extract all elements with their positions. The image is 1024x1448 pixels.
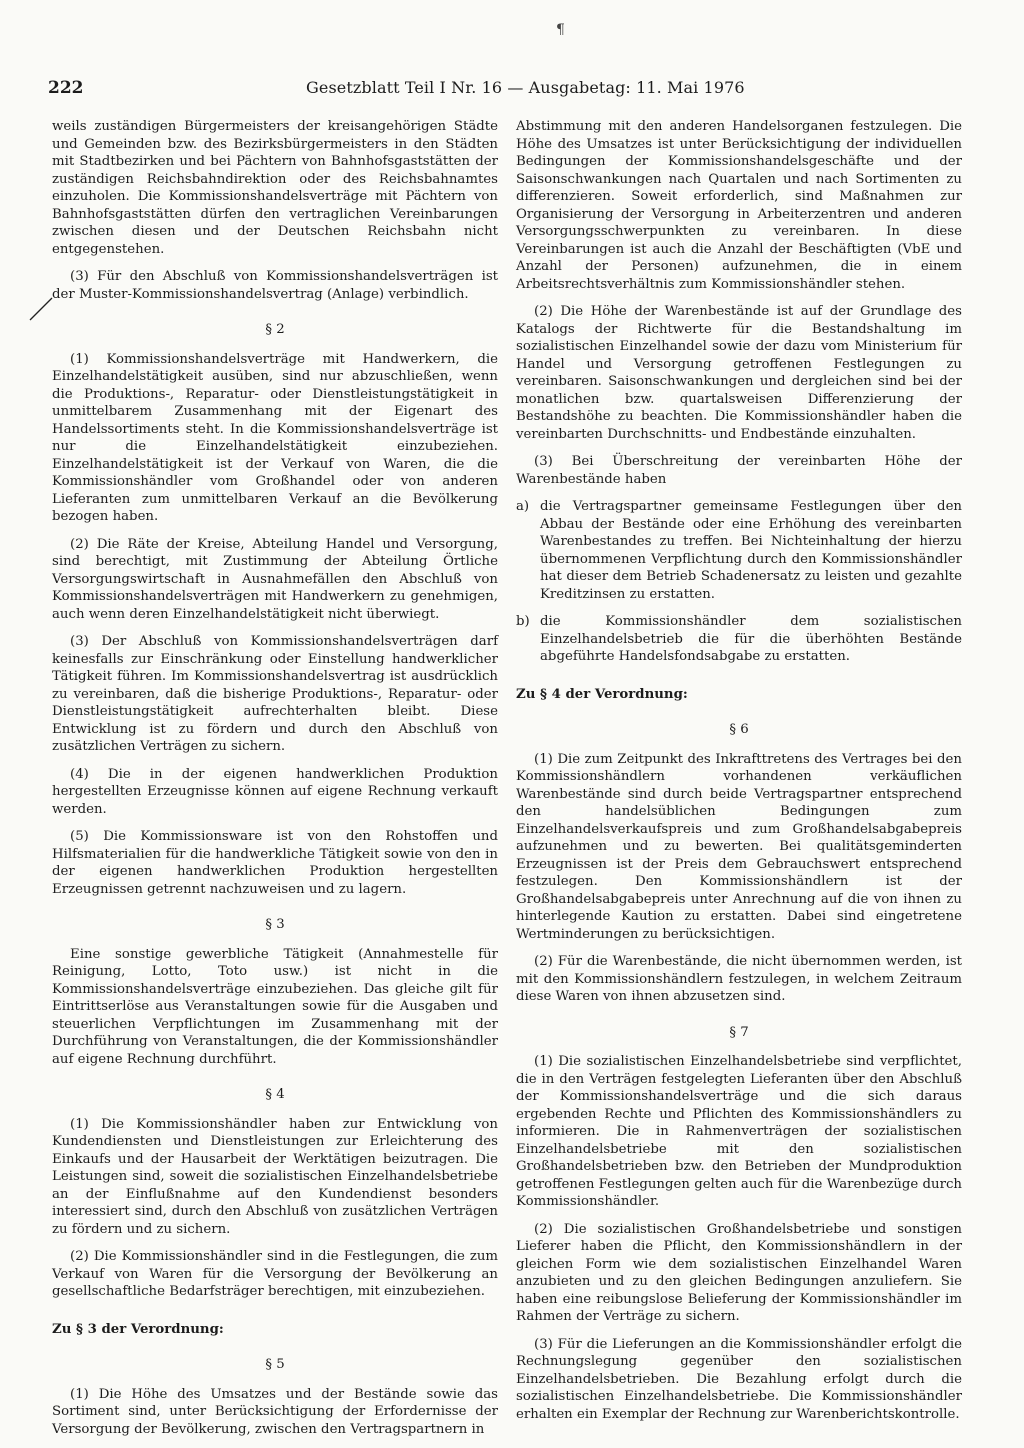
- paragraph: (3) Bei Überschreitung der vereinbarten Höhe der Warenbestände haben: [516, 454, 962, 487]
- paragraph: (2) Die Räte der Kreise, Abteilung Handel und Versorgung, sind berechtigt, mit Zustimmung der Abteilung Örtliche Versorgungswirtschaft in Ausnahmefällen den Abschluß von Kommissionshandelsverträgen mit Handwerkern zu genehmigen, auch wenn deren Einzelhandelstätigkeit nicht überwiegt.: [52, 536, 498, 622]
- list-marker: b): [516, 614, 530, 629]
- section-heading: § 6: [729, 722, 749, 737]
- list-marker: a): [516, 499, 530, 514]
- paragraph: weils zuständigen Bürgermeisters der kreisangehörigen Städte und Gemeinden bzw. des Bezirksbürgermeisters in den Städten mit Stadtbezirken und bei Pächtern von Bahnhofsgaststätten der zuständigen Reichsbahndirektion oder des Reichsbahnamtes einzuholen. Die Kommissionshandelsverträge mit Pächtern von Bahnhofsgaststätten dürfen den vertraglichen Vereinbarungen zwischen diesen und der Deutschen Reichsbahn nicht entgegenstehen.: [52, 119, 498, 257]
- list-text: die Kommissionshändler dem sozialistischen Einzelhandelsbetrieb die für die überhöhten Bestände abgeführte Handelsfondsabgabe zu erstatten.: [540, 614, 962, 664]
- section-heading: § 7: [729, 1024, 749, 1040]
- list-item: [516, 613, 962, 666]
- right-column: [516, 118, 962, 1433]
- running-title: Gesetzblatt Teil I Nr. 16 — Ausgabetag: 11. Mai 1976: [306, 78, 745, 97]
- paragraph: (1) Die sozialistischen Einzelhandelsbetriebe sind verpflichtet, die in den Verträgen festgelegten Lieferanten über den Abschluß der Kommissionshandelsverträge und die sich daraus ergebenden Rechte und Pflichten des Kommissionshändlers zu informieren. Die in Rahmenverträgen der sozialistischen Einzelhandelsbetriebe mit den sozialistischen Großhandelsbetrieben bzw. den Betrieben der Mundproduktion getroffenen Festlegungen gelten auch für die Warenbezüge durch Kommissionshändler.: [516, 1054, 962, 1209]
- paragraph: Abstimmung mit den anderen Handelsorganen festzulegen. Die Höhe des Umsatzes ist unter Berücksichtigung der individuellen Bedingungen der Kommissionshandelsgeschäfte und der Saisonschwankungen nach Quartalen und nach Sortimenten zu differenzieren. Soweit erforderlich, sind Maßnahmen zur Organisierung der Versorgung in Arbeiterzentren und anderen Versorgungsschwerpunkten zu vereinbaren. In diese Vereinbarungen ist auch die Anzahl der Beschäftigten (VbE und Anzahl der Personen) aufzunehmen, die in einem Arbeitsrechtsverhältnis zum Kommissionshändler stehen.: [516, 119, 962, 292]
- paragraph: (5) Die Kommissionsware ist von den Rohstoffen und Hilfsmaterialien für die handwerkliche Tätigkeit sowie von den in der eigenen handwerklichen Produktion hergestellten Erzeugnissen getrennt nachzuweisen und zu lagern.: [52, 829, 498, 897]
- section-heading: § 3: [265, 917, 285, 932]
- paragraph: (1) Die zum Zeitpunkt des Inkrafttretens des Vertrages bei den Kommissionshändlern vorhandenen verkäuflichen Warenbestände sind durch beide Vertragspartner entsprechend den handelsüblichen Bedingungen zum Einzelhandelsverkaufspreis und zum Großhandelsabgabepreis aufzunehmen und zu bewerten. Bei qualitätsgeminderten Erzeugnissen ist der Preis dem Gebrauchswert entsprechend festzulegen. Den Kommissionshändlern ist der Großhandelsabgabepreis unter Anrechnung auf die von ihnen zu hinterlegende Kaution zu erstatten. Dabei sind eingetretene Wertminderungen zu berücksichtigen.: [516, 751, 962, 942]
- paragraph: Eine sonstige gewerbliche Tätigkeit (Annahmestelle für Reinigung, Lotto, Toto usw.) ist nicht in die Kommissionshandelsverträge einzubeziehen. Das gleiche gilt für Eintrittserlöse aus Veranstaltungen sowie für die Ausgaben und steuerlichen Verpflichtungen im Zusammenhang mit der Durchführung von Veranstaltungen, die der Kommissionshändler auf eigene Rechnung durchführt.: [52, 946, 498, 1067]
- section-heading: § 5: [265, 1357, 285, 1372]
- paragraph: (1) Kommissionshandelsverträge mit Handwerkern, die Einzelhandelstätigkeit ausüben, sind nur abzuschließen, wenn die Produktions-, Reparatur- oder Dienstleistungstätigkeit in unmittelbarem Zusammenhang mit der Eigenart des Handelssortiments steht. In die Kommissionshandelsverträge ist nur die Einzelhandelstätigkeit einzubeziehen. Einzelhandelstätigkeit ist der Verkauf von Waren, die die Kommissionshändler vom Großhandel oder von anderen Lieferanten zum unmittelbaren Verkauf an die Bevölkerung bezogen haben.: [52, 351, 498, 524]
- subheading: Zu § 4 der Verordnung:: [516, 686, 688, 702]
- stray-mark: ¶: [556, 22, 565, 38]
- paragraph: (1) Die Höhe des Umsatzes und der Bestände sowie das Sortiment sind, unter Berücksichtigung der Erfordernisse der Versorgung der Bevölkerung, zwischen den Vertragspartnern in: [52, 1386, 498, 1437]
- page-header: [48, 78, 958, 104]
- paragraph: (2) Für die Warenbestände, die nicht übernommen werden, ist mit den Kommissionshändlern festzulegen, in welchem Zeitraum diese Waren von ihnen abzusetzen sind.: [516, 954, 962, 1004]
- list-text: die Vertragspartner gemeinsame Festlegungen über den Abbau der Bestände oder eine Erhöhung des vereinbarten Warenbestandes zu treffen. Bei Nichteinhaltung der hierzu übernommenen Verpflichtung durch den Kommissionshändler hat dieser dem Betrieb Schadenersatz zu leisten und gezahlte Kreditzinsen zu erstatten.: [540, 499, 962, 602]
- paragraph: (4) Die in der eigenen handwerklichen Produktion hergestellten Erzeugnisse können auf eigene Rechnung verkauft werden.: [52, 766, 498, 817]
- list-item: [516, 498, 962, 603]
- subheading: Zu § 3 der Verordnung:: [52, 1321, 224, 1337]
- section-heading: § 2: [265, 322, 285, 337]
- paragraph: (2) Die Höhe der Warenbestände ist auf der Grundlage des Katalogs der Richtwerte für die Bestandshaltung im sozialistischen Einzelhandel sowie der dazu vom Ministerium für Handel und Versorgung getroffenen Festlegungen zu vereinbaren. Saisonschwankungen und dergleichen sind bei der monatlichen bzw. quartalsweisen Differenzierung der Bestandshöhe zu beachten. Die Kommissionshändler haben die vereinbarten Durchschnitts- und Endbestände einzuhalten.: [516, 304, 962, 442]
- paragraph: (3) Der Abschluß von Kommissionshandelsverträgen darf keinesfalls zur Einschränkung oder Einstellung handwerklicher Tätigkeit führen. Im Kommissionshandelsvertrag ist ausdrücklich zu vereinbaren, daß die bisherige Produktions-, Reparatur- oder Dienstleistungstätigkeit aufrechterhalten bleibt. Diese Entwicklung ist zu fördern und durch den Abschluß von zusätzlichen Verträgen zu sichern.: [52, 634, 498, 754]
- paragraph: (3) Für den Abschluß von Kommissionshandelsverträgen ist der Muster-Kommissionshandelsvertrag (Anlage) verbindlich.: [52, 269, 498, 302]
- paragraph: (1) Die Kommissionshändler haben zur Entwicklung von Kundendiensten und Dienstleistungen zur Erleichterung des Einkaufs und der Hausarbeit der Werktätigen beizutragen. Die Leistungen sind, soweit die sozialistischen Einzelhandelsbetriebe an der Einflußnahme auf den Kundendienst besonders interessiert sind, durch den Abschluß von zusätzlichen Verträgen zu fördern und zu sichern.: [52, 1116, 498, 1237]
- paragraph: (2) Die Kommissionshändler sind in die Festlegungen, die zum Verkauf von Waren für die Versorgung der Bevölkerung an gesellschaftliche Bedarfsträger berechtigen, mit einzubeziehen.: [52, 1249, 498, 1299]
- paragraph: (2) Die sozialistischen Großhandelsbetriebe und sonstigen Lieferer haben die Pflicht, den Kommissionshändlern in der gleichen Form wie dem sozialistischen Einzelhandel Waren anzubieten und zu den gleichen Bedingungen anzuliefern. Sie haben eine reibungslose Belieferung der Kommissionshändler im Rahmen der Verträge zu sichern.: [516, 1221, 962, 1324]
- page-number: 222: [48, 78, 84, 98]
- section-heading: § 4: [265, 1087, 285, 1102]
- paragraph: (3) Für die Lieferungen an die Kommissionshändler erfolgt die Rechnungslegung gegenüber den sozialistischen Einzelhandelsbetrieben. Die Bezahlung erfolgt durch die sozialistischen Einzelhandelsbetriebe. Die Kommissionshändler erhalten ein Exemplar der Rechnung zur Warenberichtskontrolle.: [516, 1336, 962, 1422]
- left-column: [52, 118, 498, 1448]
- margin-slash-mark: [28, 296, 54, 322]
